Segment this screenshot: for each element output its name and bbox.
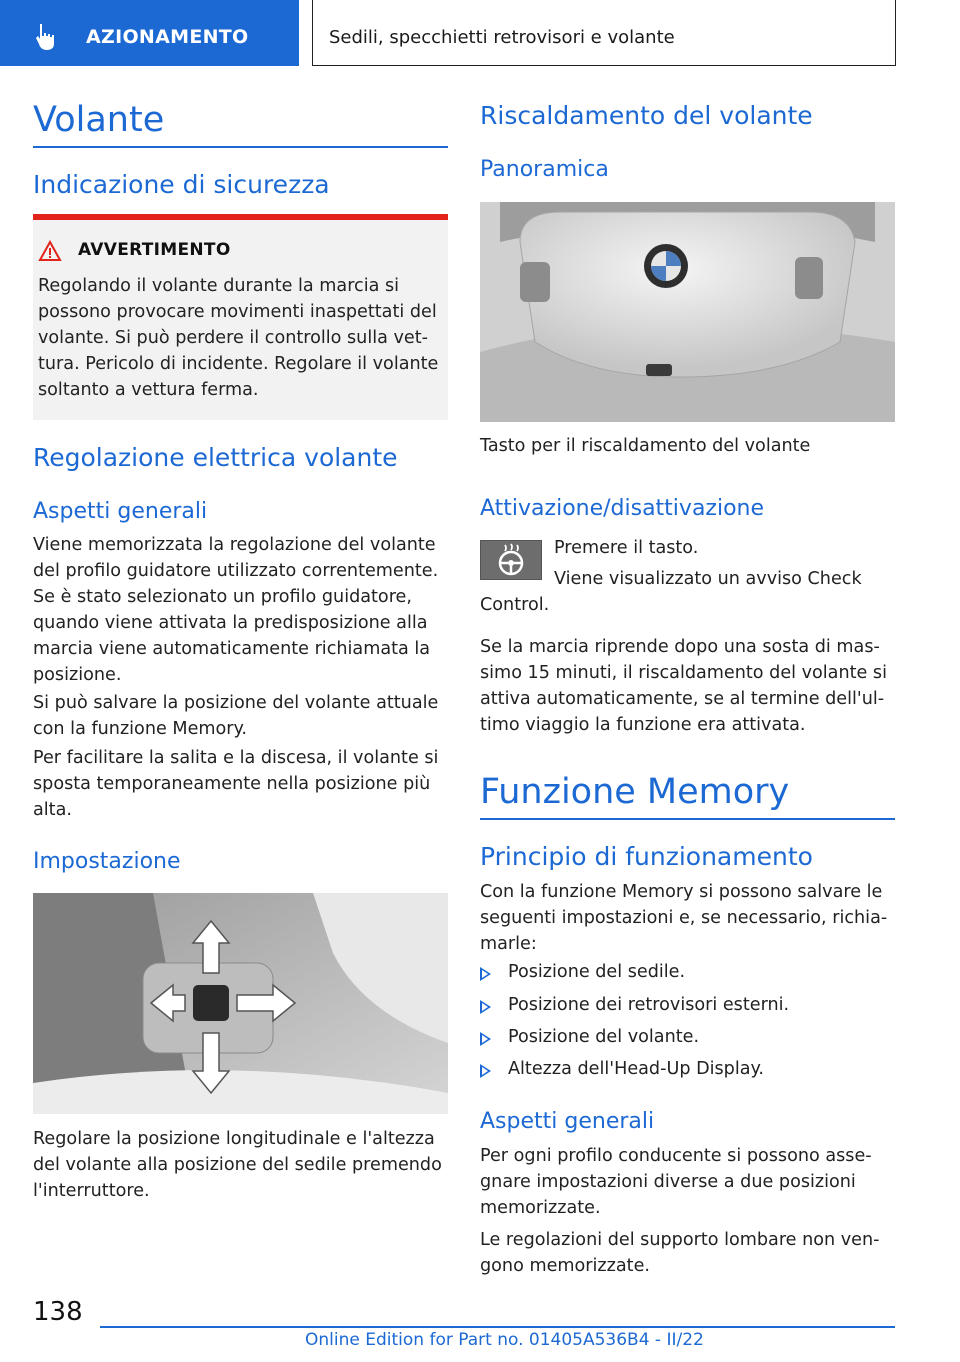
memory-title: Funzione Memory [480,772,790,812]
activation-notice: Viene visualizzato un avviso Check [554,569,862,589]
page-title: Volante [33,100,165,140]
chapter-box [312,0,896,66]
activation-notice-cont: Control. [480,595,550,615]
activation-heading: Attivazione/disattivazione [480,496,765,521]
bullet-arrow-icon [480,1000,491,1014]
overview-caption: Tasto per il riscaldamento del volante [480,436,811,456]
warning-triangle-icon [38,240,62,262]
warning-title: AVVERTIMENTO [78,240,231,260]
overview-heading: Panoramica [480,157,609,182]
bullet-arrow-icon [480,1032,491,1046]
page-number: 138 [33,1297,83,1327]
memory-general-paragraph-1: Per ogni profilo conducente si possono asse- gnare impostazioni diverse a due posizioni memorizzate. [480,1146,872,1218]
warning-text: Regolando il volante durante la marcia si possono provocare movimenti inaspettati del volante. Si può perdere il controllo sulla vet- tura. Pericolo di incidente. Regolare il volante soltanto a vettura ferma. [38,276,439,400]
chapter-title: Sedili, specchietti retrovisori e volante [329,27,675,48]
section-tab [0,0,299,66]
setting-heading: Impostazione [33,849,181,874]
activation-paragraph: Se la marcia riprende dopo una sosta di mas- simo 15 minuti, il riscaldamento del volante si attiva automaticamente, se al termine dell'ul- timo viaggio la funzione era attivata. [480,637,887,735]
heated-steering-button-image [480,540,542,580]
title-rule [33,146,448,148]
bullet-arrow-icon [480,967,491,981]
bullet-arrow-icon [480,1064,491,1078]
memory-general-paragraph-2: Le regolazioni del supporto lombare non ven- gono memorizzate. [480,1230,880,1276]
heated-steering-wheel-icon [481,541,541,579]
principle-heading: Principio di funzionamento [480,842,813,871]
memory-rule [480,818,895,820]
general-paragraph-3: Per facilitare la salita e la discesa, il volante si sposta temporaneamente nella posizione più alta. [33,748,439,820]
steering-wheel-photo [480,202,895,422]
safety-heading: Indicazione di sicurezza [33,170,330,199]
general-heading-right: Aspetti generali [480,1109,655,1134]
footer-rule [100,1326,895,1328]
hand-pointer-icon [34,22,68,52]
general-heading-left: Aspetti generali [33,499,208,524]
general-paragraph-2: Si può salvare la posizione del volante attuale con la funzione Memory. [33,693,439,739]
principle-paragraph: Con la funzione Memory si possono salvare le seguenti impostazioni e, se necessario, richia- marle: [480,882,888,954]
heating-heading: Riscaldamento del volante [480,101,813,130]
steering-adjust-switch-photo [33,893,448,1114]
section-label: AZIONAMENTO [86,26,249,48]
electric-adjustment-heading: Regolazione elettrica volante [33,443,398,472]
activation-step: Premere il tasto. [554,538,699,558]
setting-caption: Regolare la posizione longitudinale e l'altezza del volante alla posizione del sedile premendo l'interruttore. [33,1129,442,1201]
edition-label: Online Edition for Part no. 01405A536B4 - II/22 [305,1330,704,1350]
general-paragraph-1: Viene memorizzata la regolazione del volante del profilo guidatore utilizzato correntemente. Se è stato selezionato un profilo guidatore, quando viene attivata la predisposizione alla marcia viene automaticamente richiamata la posizione. [33,535,439,685]
